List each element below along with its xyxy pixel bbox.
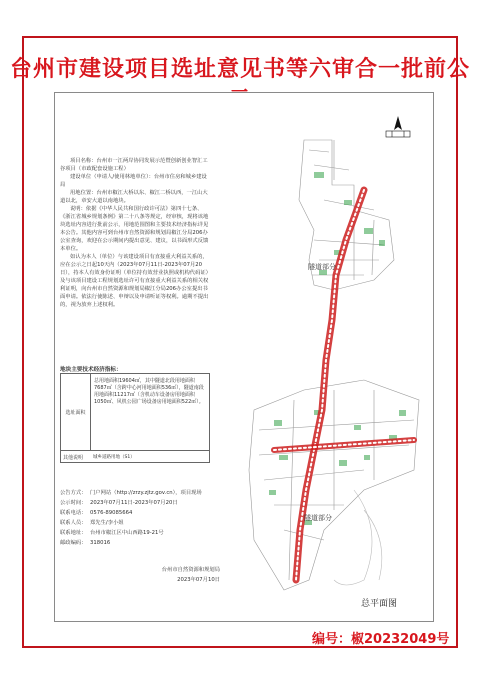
land-table-row2-value: 城乡道路用地（S1）	[93, 455, 135, 460]
land-table-row2-key: 其他说明	[63, 455, 84, 461]
issuing-org: 台州市自然资源和规划局	[161, 567, 220, 573]
applicant: 建设单位（申请人/使用林地单位）：台州市住房和城乡建设局	[60, 174, 207, 188]
address-row: 联系地址： 台州市椒江区中山西路19-21号	[60, 530, 164, 536]
map-label-south: 隧道部分	[304, 514, 332, 522]
notice-method-row: 公告方式： 门户网站（http://zrzy.zjtz.gov.cn），项目现场	[60, 490, 202, 496]
site-map	[214, 110, 430, 610]
appeal-info: 如认为本人（单位）与该建设项目有直接重大利益关系的，应在公示之日起10天内（2023年07月11日-2023年07月20日），持本人有效身份证明（单位持有效营业执照或机构代码证）及与该项目建设工程规划选址许可有直接重大利益关系的相关权利证明，向台州市自然资源和规划局椒江分局206办公室提出书面申请。依法行使陈述、申辩以及申请听证等权利。逾期不提出的，视为放弃上述权利。	[60, 254, 209, 308]
explanation: 说明：依据《中华人民共和国行政许可法》第四十七条、《浙江省城乡规划条例》第二十八条等规定，经审核，现将该地块选址内容进行批前公示，用地范围图和主要技术经济指标详见本公告。其他内容可到台州市自然资源和规划局椒江分局206办公室查询，欢迎在公示期间内提出意见、建议，以书面形式反馈本单位。	[60, 206, 209, 252]
notice-method: 门户网站（http://zrzy.zjtz.gov.cn），项目现场	[90, 490, 202, 496]
land-table-row2	[61, 450, 209, 464]
zip-code: 318016	[90, 540, 111, 546]
project-name: 项目名称：台州市一江两岸协同发展示范暨创新创业智汇工谷项目（市政配套设施工程）	[60, 158, 208, 172]
overview-label: 总平面图	[361, 599, 398, 609]
notice-text	[60, 157, 210, 309]
page-title: 台州市建设项目选址意见书等六审合一批前公	[9, 57, 470, 82]
notice-period: 2023年07月11日-2023年07月20日	[90, 500, 178, 506]
person-row: 联系人员： 郑先生/李小姐	[60, 520, 124, 526]
land-table-key: 选址面积	[61, 374, 91, 450]
phone-row: 联系电话： 0576-89085664	[60, 510, 133, 516]
map-label-north: 隧道部分	[308, 263, 336, 271]
land-table-title: 地块主要技术经济指标：	[60, 367, 122, 373]
land-table-value: 总用地面积19604㎡，其中隧道北段用地面积7687㎡（含跨中心河用地面积536㎡），隧道南段用地面积11217㎡（含机动车设备房用地面积1050㎡、风机公园广场设备房用地面积522㎡）。	[94, 378, 204, 405]
contact-person: 郑先生/李小姐	[90, 520, 124, 526]
contact-address: 台州市椒江区中山西路19-21号	[90, 530, 164, 536]
period-row: 公示时间： 2023年07月11日-2023年07月20日	[60, 500, 178, 506]
location: 用地位置：台州市椒江大桥以东、椒江二桥以西，一江山大道以北，章安大道以南地块。	[60, 190, 208, 204]
issue-date: 2023年07月10日	[177, 577, 220, 583]
land-index-table	[60, 373, 210, 463]
notice-number: 编号：椒20232049号	[312, 632, 450, 647]
contact-info	[60, 488, 220, 548]
zip-row: 邮政编码： 318016	[60, 540, 111, 546]
contact-phone: 0576-89085664	[90, 510, 133, 516]
